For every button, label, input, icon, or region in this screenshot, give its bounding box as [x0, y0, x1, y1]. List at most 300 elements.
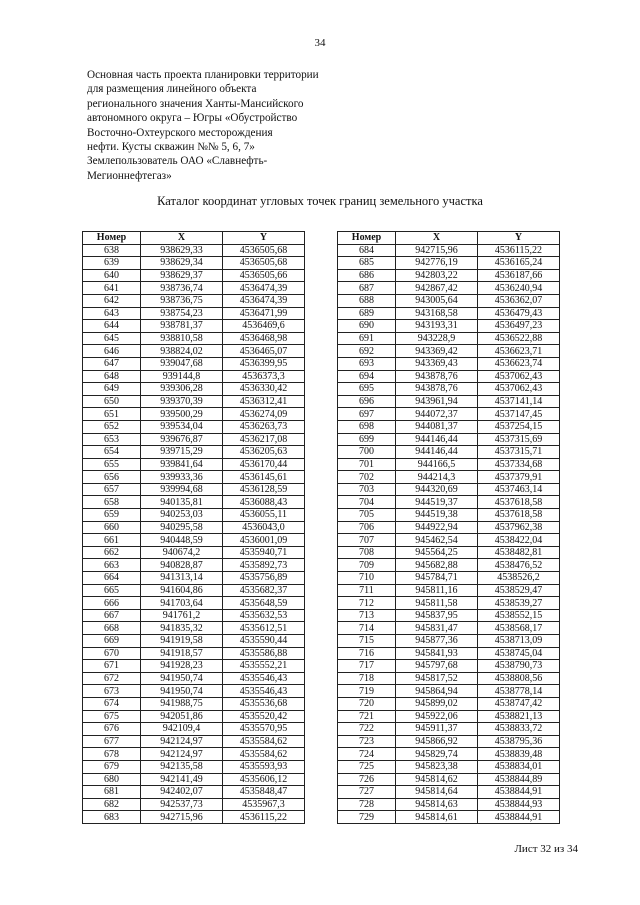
table-row [338, 483, 560, 496]
cell-number: 703 [338, 483, 396, 496]
cell-number: 663 [83, 559, 141, 572]
cell-number: 679 [83, 760, 141, 773]
cell-x: 944519,37 [396, 496, 478, 509]
cell-number: 695 [338, 383, 396, 396]
cell-x: 942715,96 [141, 811, 223, 824]
cell-number: 712 [338, 597, 396, 610]
cell-y: 4536312,41 [223, 395, 305, 408]
cell-y: 4535584,62 [223, 735, 305, 748]
cell-x: 941950,74 [141, 672, 223, 685]
cell-y: 4538844,89 [478, 773, 560, 786]
cell-x: 939306,28 [141, 383, 223, 396]
cell-x: 941988,75 [141, 697, 223, 710]
table-row [83, 786, 305, 799]
table-row [338, 509, 560, 522]
cell-y: 4538844,93 [478, 798, 560, 811]
cell-x: 941918,57 [141, 647, 223, 660]
table-row [338, 534, 560, 547]
table-row [83, 282, 305, 295]
table-row [83, 672, 305, 685]
table-row [83, 647, 305, 660]
cell-y: 4536205,63 [223, 446, 305, 459]
cell-number: 671 [83, 660, 141, 673]
table-row [338, 357, 560, 370]
cell-y: 4537062,43 [478, 370, 560, 383]
cell-x: 942803,22 [396, 269, 478, 282]
header-line: Восточно-Охтеурского месторождения [87, 126, 273, 139]
table-row [338, 420, 560, 433]
table-row [83, 622, 305, 635]
cell-number: 698 [338, 420, 396, 433]
table-row [83, 584, 305, 597]
cell-y: 4537062,43 [478, 383, 560, 396]
cell-x: 940135,81 [141, 496, 223, 509]
cell-y: 4536187,66 [478, 269, 560, 282]
table-row [338, 433, 560, 446]
table-header-row [338, 232, 560, 245]
cell-number: 690 [338, 320, 396, 333]
cell-y: 4538778,14 [478, 685, 560, 698]
table-row [338, 546, 560, 559]
table-row [83, 395, 305, 408]
cell-number: 666 [83, 597, 141, 610]
table-row [83, 723, 305, 736]
cell-x: 939994,68 [141, 483, 223, 496]
table-row [83, 811, 305, 824]
cell-y: 4536128,59 [223, 483, 305, 496]
table-row [83, 710, 305, 723]
cell-x: 945682,88 [396, 559, 478, 572]
header-line: нефти. Кусты скважин №№ 5, 6, 7» [87, 141, 255, 154]
table-row [83, 420, 305, 433]
cell-y: 4537334,68 [478, 458, 560, 471]
cell-x: 942715,96 [396, 244, 478, 257]
cell-y: 4538795,36 [478, 735, 560, 748]
cell-y: 4536240,94 [478, 282, 560, 295]
table-row [338, 798, 560, 811]
cell-x: 942124,97 [141, 748, 223, 761]
cell-y: 4538526,2 [478, 572, 560, 585]
cell-x: 942776,19 [396, 257, 478, 270]
table-row [83, 307, 305, 320]
cell-number: 650 [83, 395, 141, 408]
table-row [83, 609, 305, 622]
cell-x: 943193,31 [396, 320, 478, 333]
cell-number: 675 [83, 710, 141, 723]
cell-y: 4538821,13 [478, 710, 560, 723]
cell-y: 4538713,09 [478, 635, 560, 648]
table-row [83, 559, 305, 572]
cell-y: 4536623,71 [478, 345, 560, 358]
sheet-counter: Лист 32 из 34 [514, 843, 578, 855]
cell-x: 940674,2 [141, 546, 223, 559]
cell-x: 940253,03 [141, 509, 223, 522]
column-header-x: X [396, 232, 478, 245]
cell-y: 4536373,3 [223, 370, 305, 383]
cell-y: 4538808,56 [478, 672, 560, 685]
table-row [338, 660, 560, 673]
cell-y: 4536479,43 [478, 307, 560, 320]
cell-x: 939676,87 [141, 433, 223, 446]
cell-number: 654 [83, 446, 141, 459]
cell-y: 4538747,42 [478, 697, 560, 710]
cell-x: 942402,07 [141, 786, 223, 799]
header-line: регионального значения Ханты-Мансийского [87, 97, 304, 110]
cell-y: 4538529,47 [478, 584, 560, 597]
cell-number: 656 [83, 471, 141, 484]
cell-y: 4535546,43 [223, 685, 305, 698]
cell-number: 704 [338, 496, 396, 509]
cell-number: 713 [338, 609, 396, 622]
cell-x: 938629,37 [141, 269, 223, 282]
cell-x: 939047,68 [141, 357, 223, 370]
page-number: 34 [314, 37, 326, 49]
cell-number: 639 [83, 257, 141, 270]
table-row [338, 760, 560, 773]
cell-number: 700 [338, 446, 396, 459]
table-row [338, 269, 560, 282]
table-row [83, 760, 305, 773]
table-row [83, 697, 305, 710]
cell-x: 944519,38 [396, 509, 478, 522]
coordinates-table-left [82, 231, 305, 824]
table-row [83, 735, 305, 748]
cell-y: 4538482,81 [478, 546, 560, 559]
cell-x: 945811,16 [396, 584, 478, 597]
table-row [83, 320, 305, 333]
table-row [338, 408, 560, 421]
table-row [338, 748, 560, 761]
cell-y: 4535940,71 [223, 546, 305, 559]
cell-y: 4536469,6 [223, 320, 305, 333]
cell-x: 943369,42 [396, 345, 478, 358]
cell-number: 682 [83, 798, 141, 811]
cell-number: 692 [338, 345, 396, 358]
cell-number: 655 [83, 458, 141, 471]
cell-y: 4535520,42 [223, 710, 305, 723]
cell-y: 4538539,27 [478, 597, 560, 610]
header-line: Землепользователь ОАО «Славнефть- [87, 155, 268, 168]
cell-y: 4535848,47 [223, 786, 305, 799]
cell-number: 694 [338, 370, 396, 383]
cell-x: 942141,49 [141, 773, 223, 786]
cell-x: 945564,25 [396, 546, 478, 559]
table-row [338, 723, 560, 736]
table-header-row [83, 232, 305, 245]
cell-y: 4535590,44 [223, 635, 305, 648]
cell-y: 4536274,09 [223, 408, 305, 421]
cell-number: 708 [338, 546, 396, 559]
cell-y: 4536115,22 [478, 244, 560, 257]
cell-number: 677 [83, 735, 141, 748]
cell-number: 723 [338, 735, 396, 748]
cell-y: 4536468,98 [223, 332, 305, 345]
cell-x: 938754,23 [141, 307, 223, 320]
header-line: Основная часть проекта планировки территории [87, 69, 319, 81]
cell-x: 943369,43 [396, 357, 478, 370]
cell-number: 688 [338, 294, 396, 307]
cell-y: 4538833,72 [478, 723, 560, 736]
table-row [83, 521, 305, 534]
table-row [338, 735, 560, 748]
cell-number: 652 [83, 420, 141, 433]
cell-number: 669 [83, 635, 141, 648]
table-row [83, 370, 305, 383]
cell-x: 945837,95 [396, 609, 478, 622]
column-header-number: Номер [83, 232, 141, 245]
cell-x: 942109,4 [141, 723, 223, 736]
cell-number: 729 [338, 811, 396, 824]
cell-x: 943878,76 [396, 383, 478, 396]
cell-number: 670 [83, 647, 141, 660]
cell-x: 939933,36 [141, 471, 223, 484]
table-row [338, 773, 560, 786]
header-line: автономного округа – Югры «Обустройство [87, 112, 298, 125]
table-row [83, 383, 305, 396]
cell-number: 720 [338, 697, 396, 710]
table-row [83, 471, 305, 484]
table-row [338, 257, 560, 270]
cell-number: 660 [83, 521, 141, 534]
cell-number: 640 [83, 269, 141, 282]
cell-number: 702 [338, 471, 396, 484]
cell-y: 4537254,15 [478, 420, 560, 433]
cell-x: 943168,58 [396, 307, 478, 320]
cell-number: 686 [338, 269, 396, 282]
cell-number: 665 [83, 584, 141, 597]
header-line: Мегионнефтегаз» [87, 169, 172, 182]
cell-y: 4538476,52 [478, 559, 560, 572]
cell-number: 645 [83, 332, 141, 345]
table-row [83, 257, 305, 270]
table-row [83, 496, 305, 509]
cell-number: 672 [83, 672, 141, 685]
cell-x: 945831,47 [396, 622, 478, 635]
cell-number: 678 [83, 748, 141, 761]
cell-x: 945911,37 [396, 723, 478, 736]
cell-y: 4535756,89 [223, 572, 305, 585]
cell-x: 943228,9 [396, 332, 478, 345]
cell-y: 4538834,01 [478, 760, 560, 773]
cell-x: 945814,63 [396, 798, 478, 811]
table-row [83, 660, 305, 673]
cell-x: 944081,37 [396, 420, 478, 433]
table-row [338, 609, 560, 622]
table-row [83, 534, 305, 547]
cell-x: 940295,58 [141, 521, 223, 534]
cell-y: 4535552,21 [223, 660, 305, 673]
table-row [338, 320, 560, 333]
coordinates-table-right [337, 231, 560, 824]
column-header-y: Y [223, 232, 305, 245]
cell-x: 945829,74 [396, 748, 478, 761]
cell-x: 945823,38 [396, 760, 478, 773]
table-row [83, 483, 305, 496]
cell-number: 642 [83, 294, 141, 307]
column-header-x: X [141, 232, 223, 245]
cell-number: 715 [338, 635, 396, 648]
table-row [338, 282, 560, 295]
cell-y: 4535967,3 [223, 798, 305, 811]
cell-number: 721 [338, 710, 396, 723]
cell-y: 4537141,14 [478, 395, 560, 408]
table-row [83, 798, 305, 811]
cell-y: 4537618,58 [478, 509, 560, 522]
cell-y: 4536055,11 [223, 509, 305, 522]
table-row [338, 572, 560, 585]
cell-x: 939144,8 [141, 370, 223, 383]
cell-y: 4537379,91 [478, 471, 560, 484]
table-row [83, 269, 305, 282]
cell-y: 4536043,0 [223, 521, 305, 534]
table-row [338, 370, 560, 383]
cell-x: 938810,58 [141, 332, 223, 345]
table-row [83, 458, 305, 471]
table-row [338, 521, 560, 534]
cell-y: 4535606,12 [223, 773, 305, 786]
cell-x: 945814,61 [396, 811, 478, 824]
cell-y: 4536465,07 [223, 345, 305, 358]
cell-number: 691 [338, 332, 396, 345]
cell-number: 661 [83, 534, 141, 547]
cell-number: 648 [83, 370, 141, 383]
cell-y: 4536217,08 [223, 433, 305, 446]
cell-number: 681 [83, 786, 141, 799]
cell-number: 644 [83, 320, 141, 333]
cell-number: 676 [83, 723, 141, 736]
cell-y: 4536399,95 [223, 357, 305, 370]
table-row [338, 496, 560, 509]
cell-x: 938736,74 [141, 282, 223, 295]
cell-x: 941835,32 [141, 622, 223, 635]
cell-y: 4536522,88 [478, 332, 560, 345]
document-header [87, 68, 367, 183]
cell-number: 728 [338, 798, 396, 811]
table-row [338, 635, 560, 648]
cell-x: 941604,86 [141, 584, 223, 597]
cell-x: 945814,64 [396, 786, 478, 799]
cell-number: 643 [83, 307, 141, 320]
cell-y: 4538568,17 [478, 622, 560, 635]
table-row [338, 710, 560, 723]
cell-x: 939370,39 [141, 395, 223, 408]
cell-number: 726 [338, 773, 396, 786]
cell-x: 945784,71 [396, 572, 478, 585]
cell-number: 719 [338, 685, 396, 698]
table-row [338, 471, 560, 484]
cell-x: 938629,33 [141, 244, 223, 257]
cell-number: 687 [338, 282, 396, 295]
table-row [83, 773, 305, 786]
cell-number: 706 [338, 521, 396, 534]
cell-y: 4536471,99 [223, 307, 305, 320]
cell-number: 718 [338, 672, 396, 685]
cell-x: 938781,37 [141, 320, 223, 333]
cell-number: 668 [83, 622, 141, 635]
cell-x: 938629,34 [141, 257, 223, 270]
cell-number: 646 [83, 345, 141, 358]
table-row [83, 345, 305, 358]
cell-x: 943878,76 [396, 370, 478, 383]
cell-x: 942124,97 [141, 735, 223, 748]
cell-number: 710 [338, 572, 396, 585]
table-row [338, 446, 560, 459]
cell-x: 945462,54 [396, 534, 478, 547]
cell-x: 942537,73 [141, 798, 223, 811]
cell-number: 722 [338, 723, 396, 736]
table-row [83, 433, 305, 446]
table-row [338, 307, 560, 320]
cell-number: 693 [338, 357, 396, 370]
cell-number: 717 [338, 660, 396, 673]
cell-x: 944072,37 [396, 408, 478, 421]
cell-number: 680 [83, 773, 141, 786]
cell-x: 945797,68 [396, 660, 478, 673]
cell-y: 4538844,91 [478, 811, 560, 824]
cell-y: 4535612,51 [223, 622, 305, 635]
table-row [338, 458, 560, 471]
cell-x: 944166,5 [396, 458, 478, 471]
table-row [338, 672, 560, 685]
cell-number: 696 [338, 395, 396, 408]
cell-number: 685 [338, 257, 396, 270]
cell-x: 942051,86 [141, 710, 223, 723]
cell-y: 4536001,09 [223, 534, 305, 547]
table-row [338, 685, 560, 698]
cell-x: 940448,59 [141, 534, 223, 547]
cell-y: 4536505,68 [223, 257, 305, 270]
table-row [338, 622, 560, 635]
cell-number: 697 [338, 408, 396, 421]
cell-number: 709 [338, 559, 396, 572]
cell-number: 689 [338, 307, 396, 320]
cell-y: 4536474,39 [223, 282, 305, 295]
cell-x: 942135,58 [141, 760, 223, 773]
cell-number: 724 [338, 748, 396, 761]
cell-x: 945899,02 [396, 697, 478, 710]
table-row [338, 811, 560, 824]
cell-x: 941761,2 [141, 609, 223, 622]
cell-x: 938736,75 [141, 294, 223, 307]
cell-x: 940828,87 [141, 559, 223, 572]
cell-x: 939500,29 [141, 408, 223, 421]
table-row [338, 332, 560, 345]
cell-number: 716 [338, 647, 396, 660]
catalog-title: Каталог координат угловых точек границ земельного участка [157, 194, 483, 208]
cell-y: 4536088,43 [223, 496, 305, 509]
table-row [338, 294, 560, 307]
cell-x: 945814,62 [396, 773, 478, 786]
cell-y: 4536362,07 [478, 294, 560, 307]
header-line: для размещения линейного объекта [87, 83, 257, 96]
cell-y: 4536505,68 [223, 244, 305, 257]
cell-x: 941703,64 [141, 597, 223, 610]
cell-y: 4535546,43 [223, 672, 305, 685]
cell-y: 4538552,15 [478, 609, 560, 622]
cell-number: 641 [83, 282, 141, 295]
cell-number: 714 [338, 622, 396, 635]
cell-y: 4535570,95 [223, 723, 305, 736]
cell-number: 659 [83, 509, 141, 522]
column-header-y: Y [478, 232, 560, 245]
cell-x: 938824,02 [141, 345, 223, 358]
cell-x: 945864,94 [396, 685, 478, 698]
cell-y: 4538422,04 [478, 534, 560, 547]
cell-y: 4535648,59 [223, 597, 305, 610]
table-row [338, 559, 560, 572]
cell-number: 683 [83, 811, 141, 824]
cell-y: 4535682,37 [223, 584, 305, 597]
